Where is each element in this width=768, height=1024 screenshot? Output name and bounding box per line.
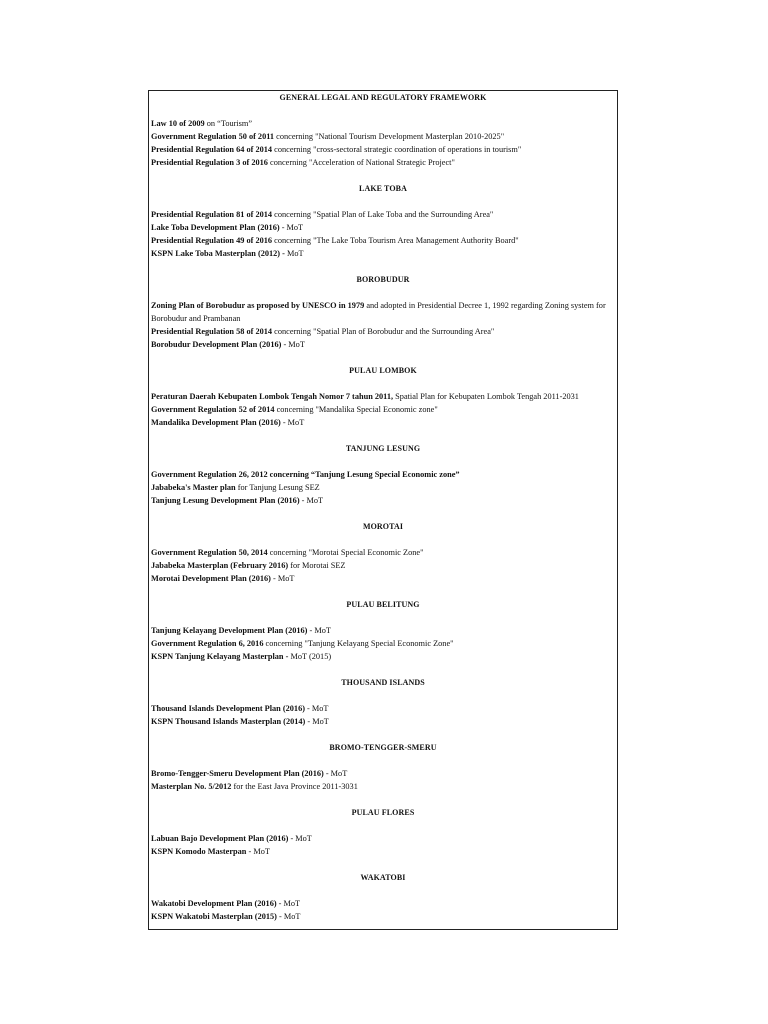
regulation-item	[151, 468, 615, 481]
section-heading: BOROBUDUR	[356, 275, 410, 284]
document-content	[151, 91, 615, 923]
regulation-item	[151, 390, 615, 403]
regulation-item-title: KSPN Thousand Islands Masterplan (2014)	[151, 717, 306, 726]
regulation-item-title: Tanjung Lesung Development Plan (2016)	[151, 496, 300, 505]
regulation-item	[151, 780, 615, 793]
regulation-item-title: Government Regulation 26, 2012 concerning “Tanjung Lesung Special Economic zone”	[151, 470, 460, 479]
regulation-item-title: Presidential Regulation 49 of 2016	[151, 236, 273, 245]
regulation-item-title: Presidential Regulation 64 of 2014	[151, 145, 273, 154]
section-heading: PULAU LOMBOK	[349, 366, 417, 375]
regulation-item-title: Thousand Islands Development Plan (2016)	[151, 704, 305, 713]
regulation-item	[151, 156, 615, 169]
regulation-item	[151, 325, 615, 338]
section-heading: THOUSAND ISLANDS	[341, 678, 425, 687]
regulation-item	[151, 559, 615, 572]
section-items	[151, 767, 615, 793]
section-items	[151, 702, 615, 728]
regulation-item	[151, 624, 615, 637]
regulation-item	[151, 416, 615, 429]
regulation-item-title: Government Regulation 6, 2016	[151, 639, 264, 648]
regulation-item-detail: concerning "Mandalika Special Economic zone"	[274, 405, 438, 414]
regulation-item	[151, 494, 615, 507]
regulation-item-title: KSPN Tanjung Kelayang Masterplan -	[151, 652, 289, 661]
regulation-item-title: Masterplan No. 5/2012	[151, 782, 232, 791]
regulation-item-detail: - MoT	[307, 626, 331, 635]
section-heading: MOROTAI	[362, 522, 404, 531]
regulation-item	[151, 221, 615, 234]
regulation-item-detail: Spatial Plan for Kebupaten Lombok Tengah 2011-2031	[393, 392, 579, 401]
section-items	[151, 208, 615, 260]
section-items	[151, 546, 615, 585]
regulation-item-title: Law 10 of 2009	[151, 119, 205, 128]
regulation-item-title: Jababeka's Master plan	[151, 483, 236, 492]
regulation-item	[151, 702, 615, 715]
section-items	[151, 117, 615, 169]
regulation-item-detail: on “Tourism”	[204, 119, 253, 128]
regulation-item	[151, 845, 615, 858]
regulation-item-detail: - MoT	[305, 717, 329, 726]
regulation-item	[151, 117, 615, 130]
regulation-item	[151, 338, 615, 351]
section-heading: PULAU FLORES	[351, 808, 415, 817]
regulation-item-title: Presidential Regulation 3 of 2016	[151, 158, 268, 167]
regulation-item	[151, 650, 615, 663]
regulation-item	[151, 247, 615, 260]
regulation-item-title: Labuan Bajo Development Plan (2016)	[151, 834, 289, 843]
regulation-item-detail: concerning "The Lake Toba Tourism Area Management Authority Board"	[272, 236, 519, 245]
document-frame	[148, 90, 618, 930]
section-items	[151, 468, 615, 507]
regulation-item-title: Government Regulation 50, 2014	[151, 548, 268, 557]
regulation-item	[151, 299, 615, 325]
regulation-item-detail: concerning "Tanjung Kelayang Special Economic Zone"	[263, 639, 454, 648]
regulation-item-detail: - MoT	[304, 704, 329, 713]
regulation-item	[151, 832, 615, 845]
regulation-item-detail: MoT	[284, 249, 304, 258]
regulation-item-title: KSPN Lake Toba Masterplan (2012) -	[151, 249, 285, 258]
regulation-item-detail: - MoT	[270, 574, 295, 583]
regulation-item-title: KSPN Komodo Masterpan	[151, 847, 247, 856]
regulation-item-title: Mandalika Development Plan (2016)	[151, 418, 281, 427]
section-heading: TANJUNG LESUNG	[345, 444, 421, 453]
regulation-item-detail: - MoT	[276, 899, 301, 908]
regulation-item	[151, 143, 615, 156]
regulation-item-title: Government Regulation 52 of 2014	[151, 405, 275, 414]
section-heading: BROMO-TENGGER-SMERU	[329, 743, 437, 752]
regulation-item-title: Borobudur Development Plan (2016)	[151, 340, 282, 349]
regulation-item-detail: - MoT	[276, 912, 301, 921]
regulation-item-title: Bromo-Tengger-Smeru Development Plan (2016)	[151, 769, 324, 778]
section-items	[151, 299, 615, 351]
section-heading: PULAU BELITUNG	[346, 600, 420, 609]
regulation-item	[151, 481, 615, 494]
section-items	[151, 897, 615, 923]
regulation-item-title: KSPN Wakatobi Masterplan (2015)	[151, 912, 277, 921]
regulation-item-detail: MoT (2015)	[288, 652, 332, 661]
regulation-item-detail: concerning "National Tourism Development Masterplan 2010-2025"	[274, 132, 505, 141]
regulation-item-detail: - MoT	[281, 340, 305, 349]
regulation-item-detail: - MoT	[279, 223, 304, 232]
regulation-item	[151, 637, 615, 650]
regulation-item	[151, 572, 615, 585]
section-items	[151, 624, 615, 663]
regulation-item-detail: for Tanjung Lesung SEZ	[235, 483, 320, 492]
regulation-item-title: Morotai Development Plan (2016)	[151, 574, 271, 583]
regulation-item	[151, 208, 615, 221]
regulation-item-detail: and adopted in Presidential Decree 1, 1992 regarding Zoning system for Borobudur and Prambanan	[151, 301, 606, 323]
regulation-item	[151, 897, 615, 910]
regulation-item-title: Peraturan Daerah Kebupaten Lombok Tengah Nomor 7 tahun 2011,	[151, 392, 394, 401]
regulation-item-detail: - MoT	[323, 769, 348, 778]
regulation-item-detail: - MoT	[288, 834, 312, 843]
regulation-item-detail: concerning "Morotai Special Economic Zone"	[267, 548, 424, 557]
regulation-item	[151, 715, 615, 728]
section-heading: WAKATOBI	[360, 873, 406, 882]
regulation-item	[151, 130, 615, 143]
regulation-item	[151, 403, 615, 416]
document-title: GENERAL LEGAL AND REGULATORY FRAMEWORK	[279, 93, 487, 102]
regulation-item-detail: concerning "Spatial Plan of Borobudur and the Surrounding Area"	[272, 327, 495, 336]
regulation-item-detail: concerning "Acceleration of National Strategic Project"	[267, 158, 455, 167]
regulation-item-detail: concerning "Spatial Plan of Lake Toba and the Surrounding Area"	[272, 210, 494, 219]
section-items	[151, 832, 615, 858]
regulation-item-detail: - MoT	[280, 418, 305, 427]
regulation-item-title: Jababeka Masterplan (February 2016)	[151, 561, 289, 570]
regulation-item-title: Presidential Regulation 81 of 2014	[151, 210, 273, 219]
regulation-item-detail: - MoT	[299, 496, 324, 505]
regulation-item	[151, 234, 615, 247]
regulation-item	[151, 910, 615, 923]
regulation-item	[151, 767, 615, 780]
regulation-item-title: Government Regulation 50 of 2011	[151, 132, 275, 141]
section-heading: LAKE TOBA	[359, 184, 407, 193]
regulation-item-detail: for the East Java Province 2011-3031	[231, 782, 358, 791]
regulation-item-title: Zoning Plan of Borobudur as proposed by UNESCO in 1979	[151, 301, 365, 310]
regulation-item-detail: for Morotai SEZ	[288, 561, 346, 570]
regulation-item-title: Lake Toba Development Plan (2016)	[151, 223, 280, 232]
regulation-item	[151, 546, 615, 559]
regulation-item-detail: - MoT	[246, 847, 270, 856]
regulation-item-title: Presidential Regulation 58 of 2014	[151, 327, 273, 336]
regulation-item-title: Tanjung Kelayang Development Plan (2016)	[151, 626, 308, 635]
section-items	[151, 390, 615, 429]
regulation-item-title: Wakatobi Development Plan (2016)	[151, 899, 277, 908]
regulation-item-detail: concerning "cross-sectoral strategic coordination of operations in tourism"	[272, 145, 522, 154]
